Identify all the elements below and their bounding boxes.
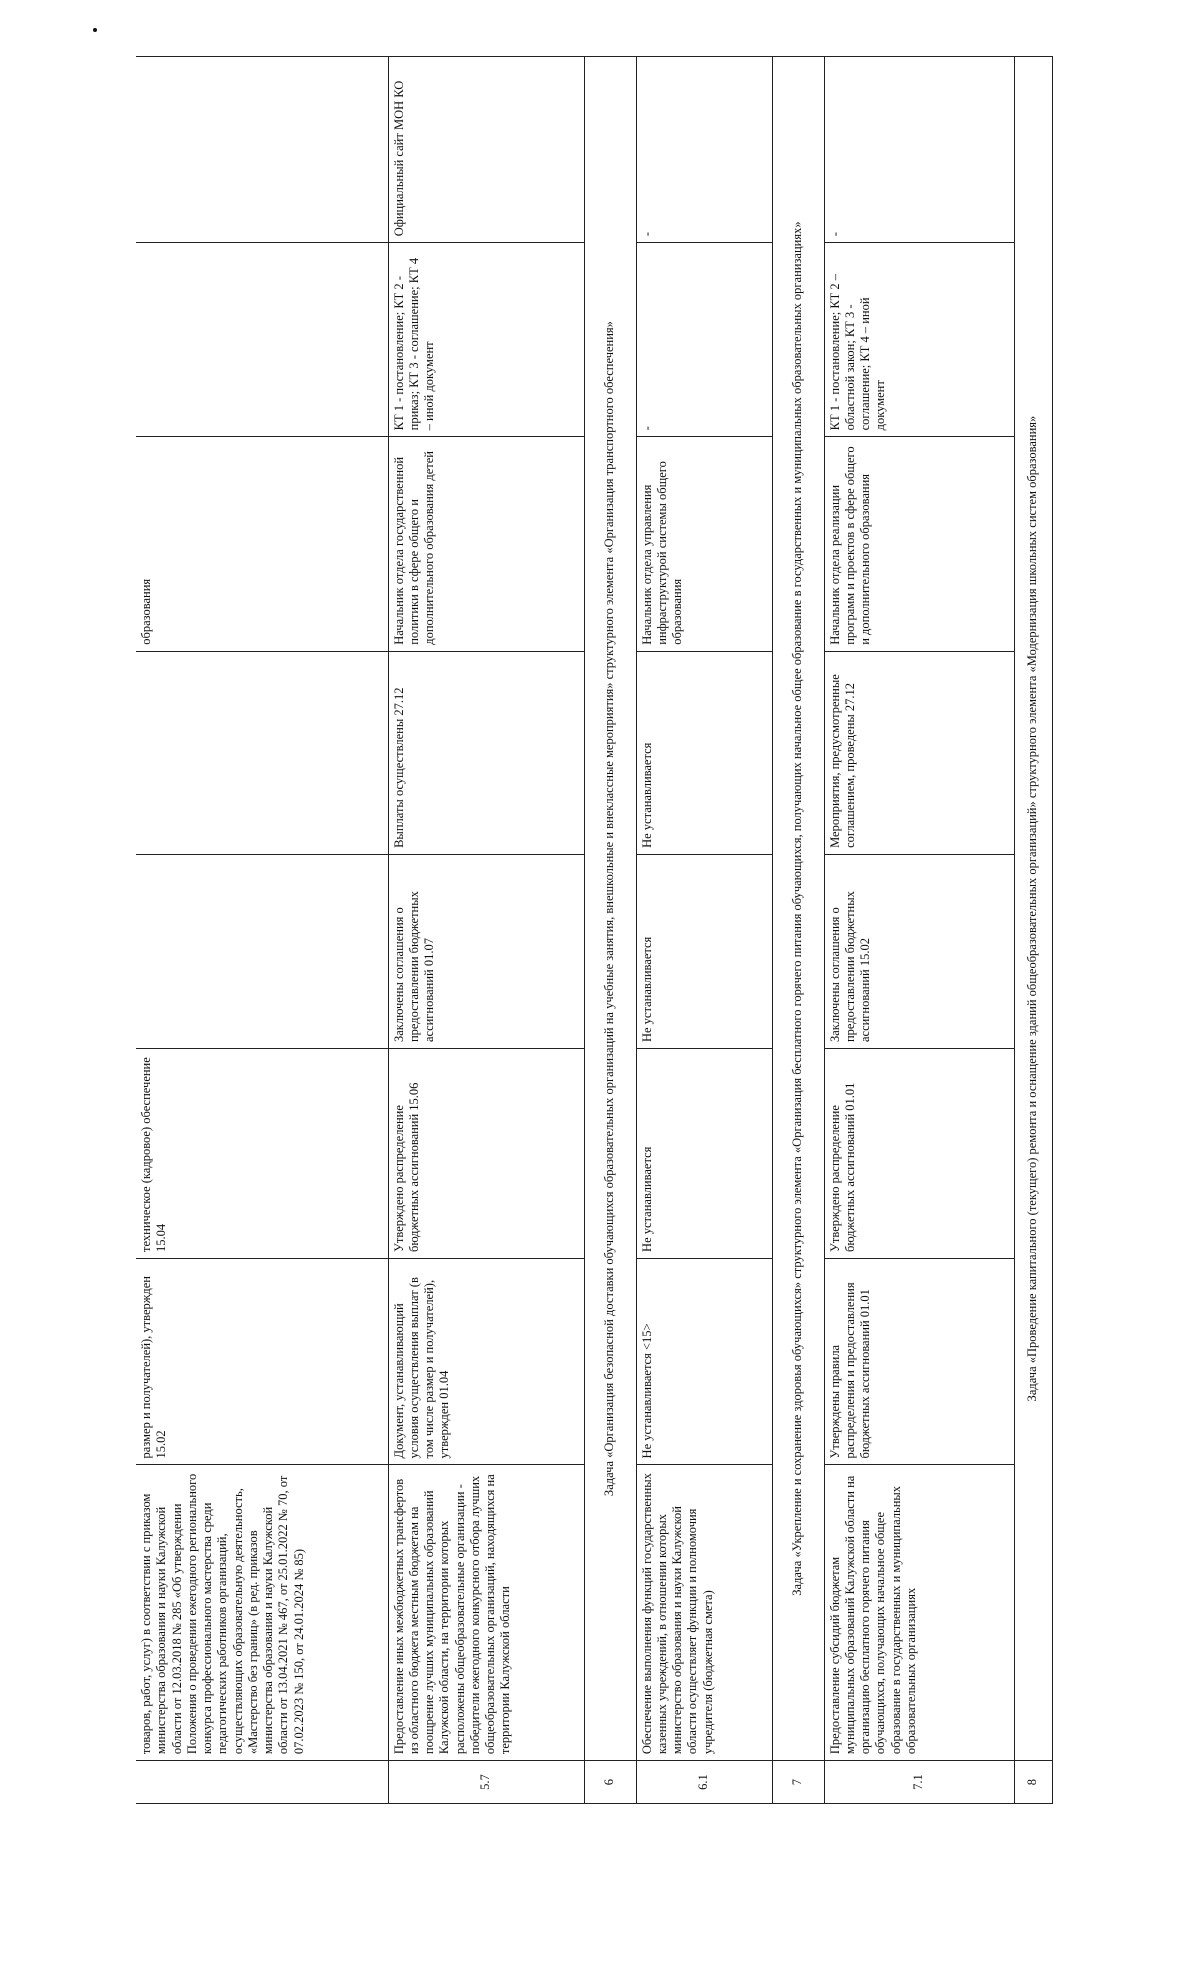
task-row [1014,57,1052,1804]
document-type-cell: КТ 1 - постановление; КТ 2 - приказ; КТ 3 - соглашение; КТ 4 – иной документ [388,243,584,437]
checkpoint-3-cell [136,854,388,1048]
task-number: 8 [1014,1761,1052,1804]
task-text: Задача «Проведение капитального (текущего) ремонта и оснащение зданий общеобразовательных организаций» структурного элемента «Модернизация школьных систем образования» [1014,57,1052,1761]
checkpoint-2-cell: Утверждено распределение бюджетных ассигнований 01.01 [824,1049,1014,1259]
event-name-cell: Обеспечение выполнения функций государственных казенных учреждений, в отношении которых министерство образования и науки Калужской области осуществляет функции и полномочия учредителя (бюджетная смета) [636,1465,772,1761]
checkpoint-2-cell: Утверждено распределение бюджетных ассигнований 15.06 [388,1049,584,1259]
info-system-cell: - [824,57,1014,243]
document-type-cell: КТ 1 - постановление; КТ 2 – областной закон; КТ 3 - соглашение; КТ 4 – иной документ [824,243,1014,437]
info-system-cell: Официальный сайт МОН КО [388,57,584,243]
checkpoint-1-cell: Не устанавливается <15> [636,1258,772,1465]
event-name-cell: товаров, работ, услуг) в соответствии с приказом министерства образования и науки Калужской области от 12.03.2018 № 285 «Об утверждении Положения о проведении ежегодного регионального конкурса профессионального мастерства среди педагогических работников организаций, осуществляющих образовательную деятельность, «Мастерство без границ» (в ред. приказов министерства образования и науки Калужской области от 13.04.2021 № 467, от 25.01.2022 № 70, от 07.02.2023 № 150, от 24.01.2024 № 85) [136,1465,388,1761]
task-row [584,57,636,1804]
checkpoint-1-cell: размер и получателей), утвержден 15.02 [136,1258,388,1465]
event-name-cell: Предоставление иных межбюджетных трансфертов из областного бюджета местным бюджетам на поощрение лучших муниципальных образований Калужской области, на территории которых расположены общеобразовательные организации - победители ежегодного конкурсного отбора лучших общеобразовательных организаций, находящихся на территории Калужской области [388,1465,584,1761]
task-number: 7 [772,1761,824,1804]
checkpoint-4-cell [136,651,388,854]
info-system-cell [136,57,388,243]
checkpoint-1-cell: Документ, устанавливающий условия осуществления выплат (в том числе размер и получателей), утвержден 01.04 [388,1258,584,1465]
checkpoint-4-cell: Выплаты осуществлены 27.12 [388,651,584,854]
row-number: 6.1 [636,1761,772,1804]
table-row [824,57,1014,1804]
responsible-cell: образования [136,437,388,651]
table-row [136,57,388,1804]
row-number [136,1761,388,1804]
responsible-cell: Начальник отдела реализации программ и проектов в сфере общего и дополнительного образования [824,437,1014,651]
checkpoint-4-cell: Мероприятия, предусмотренные соглашением, проведены 27.12 [824,651,1014,854]
task-text: Задача «Организация безопасной доставки обучающихся образовательных организаций на учебные занятия, внешкольные и внеклассные мероприятия» структурного элемента «Организация транспортного обеспечения» [584,57,636,1761]
checkpoint-3-cell: Заключены соглашения о предоставлении бюджетных ассигнований 15.02 [824,854,1014,1048]
checkpoint-3-cell: Заключены соглашения о предоставлении бюджетных ассигнований 01.07 [388,854,584,1048]
scan-dot [93,28,97,32]
checkpoint-2-cell: Не устанавливается [636,1049,772,1259]
row-number: 5.7 [388,1761,584,1804]
responsible-cell: Начальник отдела государственной политики в сфере общего и дополнительного образования детей [388,437,584,651]
task-text: Задача «Укрепление и сохранение здоровья обучающихся» структурного элемента «Организация бесплатного горячего питания обучающихся, получающих начальное общее образование в государственных и муниципальных образовательных организациях» [772,57,824,1761]
plan-table [136,56,1053,1804]
checkpoint-1-cell: Утверждены правила распределения и предоставления бюджетных ассигнований 01.01 [824,1258,1014,1465]
task-number: 6 [584,1761,636,1804]
table-row [388,57,584,1804]
row-number: 7.1 [824,1761,1014,1804]
document-type-cell: - [636,243,772,437]
responsible-cell: Начальник отдела управления инфраструктурой системы общего образования [636,437,772,651]
task-row [772,57,824,1804]
checkpoint-4-cell: Не устанавливается [636,651,772,854]
checkpoint-3-cell: Не устанавливается [636,854,772,1048]
event-name-cell: Предоставление субсидий бюджетам муниципальных образований Калужской области на организацию бесплатного горячего питания обучающихся, получающих начальное общее образование в государственных и муниципальных образовательных организациях [824,1465,1014,1761]
info-system-cell: - [636,57,772,243]
document-type-cell [136,243,388,437]
rotated-page [136,56,1052,1804]
checkpoint-2-cell: техническое (кадровое) обеспечение 15.04 [136,1049,388,1259]
table-row [636,57,772,1804]
